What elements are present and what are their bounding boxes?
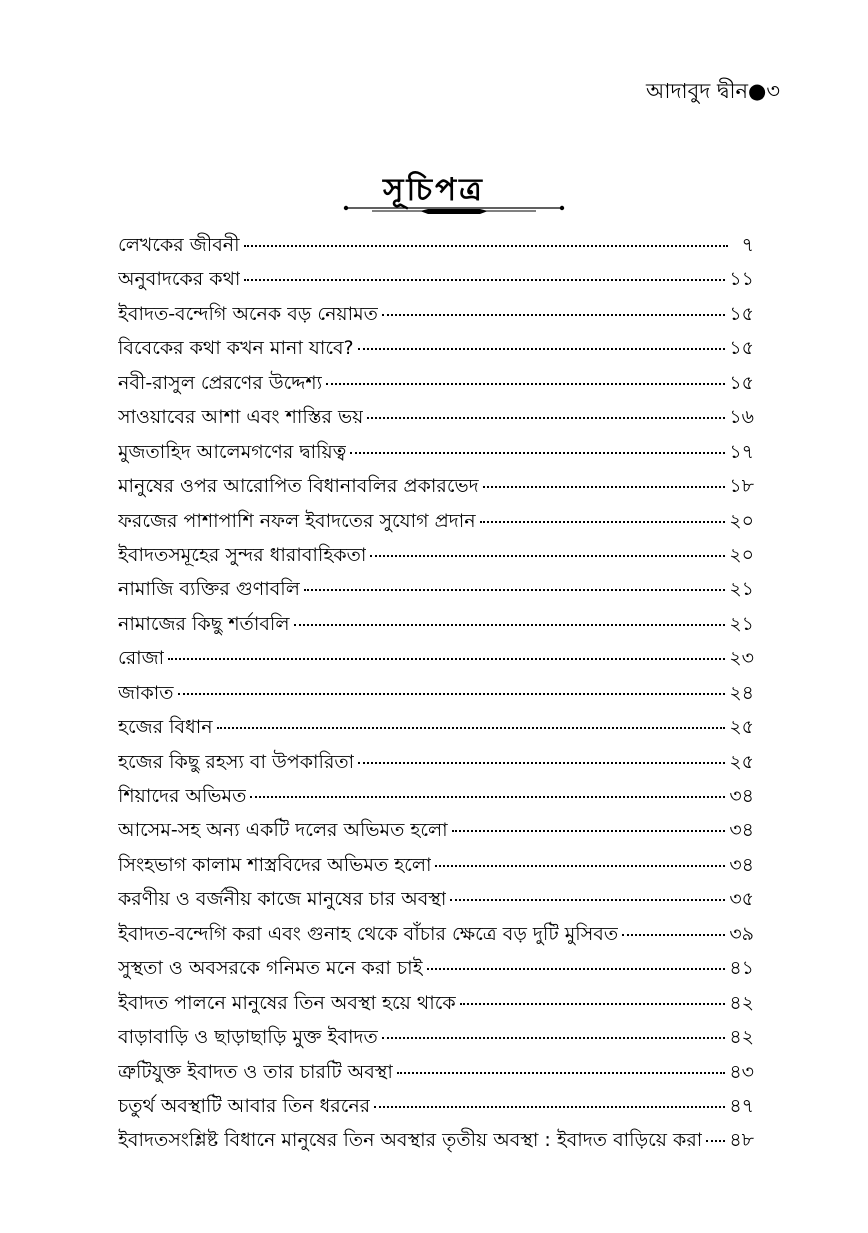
toc-entry-page: ৪১	[729, 957, 754, 980]
toc-entry	[118, 538, 754, 572]
toc-entry-title: হজের বিধান	[118, 716, 213, 739]
toc-leader-dots	[374, 1104, 725, 1108]
toc-entry	[118, 572, 754, 606]
toc-entry-page: ৭	[741, 234, 754, 256]
toc-entry-page: ৪২	[729, 991, 754, 1014]
toc-entry	[118, 297, 754, 331]
toc-entry-title: অনুবাদকের কথা	[118, 268, 241, 291]
toc-entry-title: হজের কিছু রহস্য বা উপকারিতা	[118, 750, 355, 773]
toc-entry	[118, 1123, 754, 1157]
toc-entry	[118, 1055, 754, 1089]
toc-leader-dots	[450, 897, 725, 901]
toc-entry	[118, 676, 754, 710]
toc-entry-title: রোজা	[118, 647, 165, 670]
toc-entry-page: ৪৮	[729, 1129, 754, 1152]
toc-entry-page: ১১	[729, 268, 754, 291]
toc-leader-dots	[250, 794, 725, 798]
toc-leader-dots	[460, 1001, 726, 1005]
toc-entry	[118, 607, 754, 641]
toc-leader-dots	[435, 863, 725, 867]
toc-entry	[118, 848, 754, 882]
toc-entry-page: ৩৪	[729, 853, 754, 876]
toc-entry	[118, 504, 754, 538]
toc-leader-dots	[217, 725, 726, 729]
toc-entry	[118, 1020, 754, 1054]
toc-entry-title: শিয়াদের অভিমত	[118, 785, 247, 807]
toc-leader-dots	[452, 828, 726, 832]
toc-leader-dots	[382, 1035, 726, 1039]
toc-entry-title: মুজতাহিদ আলেমগণের দ্বায়িত্ব	[118, 440, 347, 463]
toc-entry-title: বিবেকের কথা কখন মানা যাবে?	[118, 337, 354, 360]
toc-leader-dots	[358, 760, 725, 764]
toc-entry-title: নামাজের কিছু শর্তাবলি	[118, 612, 290, 635]
toc-entry-page: ২১	[729, 578, 754, 601]
toc-entry-page: ৩৪	[729, 785, 754, 807]
toc-entry-title: মানুষের ওপর আরোপিত বিধানাবলির প্রকারভেদ	[118, 475, 479, 498]
toc-entry-title: চতুর্থ অবস্থাটি আবার তিন ধরনের	[118, 1094, 371, 1117]
toc-entry-page: ৪২	[729, 1026, 754, 1049]
toc-entry-title: আসেম-সহ অন্য একটি দলের অভিমত হলো	[118, 819, 448, 842]
toc-leader-dots	[178, 691, 726, 695]
toc-leader-dots	[397, 1070, 725, 1074]
toc-entry	[118, 469, 754, 503]
toc-leader-dots	[480, 519, 726, 523]
toc-entry-title: সাওয়াবের আশা এবং শাস্তির ভয়	[118, 406, 364, 429]
toc-leader-dots	[483, 484, 726, 488]
toc-leader-dots	[244, 243, 728, 247]
toc-entry-page: ২০	[729, 509, 754, 532]
toc-entry-title: জাকাত	[118, 681, 174, 704]
toc-entry-page: ৩৪	[729, 819, 754, 842]
toc-leader-dots	[427, 966, 726, 970]
toc-leader-dots	[622, 932, 725, 936]
toc-leader-dots	[244, 277, 725, 281]
contents-heading: সূচিপত্র	[383, 172, 485, 208]
toc-entry-page: ১৬	[729, 406, 754, 429]
toc-entry-page: ৪৭	[729, 1094, 754, 1117]
toc-leader-dots	[706, 1138, 725, 1142]
toc-entry	[118, 882, 754, 916]
toc-leader-dots	[367, 415, 725, 419]
toc-entry-title: ইবাদতসংশ্লিষ্ট বিধানে মানুষের তিন অবস্থার তৃতীয় অবস্থা : ইবাদত বাড়িয়ে করা	[118, 1129, 703, 1152]
toc-entry-page: ৪৩	[729, 1060, 754, 1083]
toc-leader-dots	[168, 656, 725, 660]
toc-entry-page: ১৮	[729, 475, 754, 498]
toc-entry	[118, 331, 754, 365]
toc-entry	[118, 641, 754, 675]
toc-leader-dots	[350, 450, 725, 454]
toc-leader-dots	[358, 346, 726, 350]
toc-entry-title: করণীয় ও বর্জনীয় কাজে মানুষের চার অবস্থা	[118, 888, 447, 911]
toc-entry-page: ২৫	[729, 750, 754, 773]
toc-entry	[118, 366, 754, 400]
toc-entry-page: ২১	[729, 612, 754, 635]
toc-entry-page: ৩৯	[729, 922, 754, 945]
toc-entry	[118, 745, 754, 779]
toc-leader-dots	[294, 622, 726, 626]
toc-entry-title: নবী-রাসুল প্রেরণের উদ্দেশ্য	[118, 371, 323, 394]
toc-entry-page: ২৩	[729, 647, 754, 670]
toc-entry-title: ইবাদত-বন্দেগি অনেক বড় নেয়ামত	[118, 302, 378, 325]
toc-entry	[118, 228, 754, 262]
toc-entry-title: লেখকের জীবনী	[118, 234, 240, 256]
toc-entry-title: ইবাদত-বন্দেগি করা এবং গুনাহ থেকে বাঁচার ক্ষেত্রে বড় দুটি মুসিবত	[118, 922, 619, 945]
toc-entry	[118, 262, 754, 296]
toc-entry-title: সিংহভাগ কালাম শাস্ত্রবিদের অভিমত হলো	[118, 853, 432, 876]
toc-entry-page: ২৪	[729, 681, 754, 704]
toc-entry-title: সুস্থতা ও অবসরকে গনিমত মনে করা চাই	[118, 957, 423, 980]
toc-entry	[118, 813, 754, 847]
toc-leader-dots	[304, 587, 725, 591]
toc-entry-page: ২৫	[729, 716, 754, 739]
running-head: আদাবুদ দ্বীন●৩	[645, 79, 780, 103]
toc-entry-title: নামাজি ব্যক্তির গুণাবলি	[118, 578, 300, 601]
toc-entry-page: ১৫	[729, 337, 754, 360]
toc-leader-dots	[370, 553, 725, 557]
toc-entry-page: ২০	[729, 543, 754, 566]
toc-entry	[118, 435, 754, 469]
toc-entry-title: ত্রুটিযুক্ত ইবাদত ও তার চারটি অবস্থা	[118, 1060, 393, 1083]
toc-leader-dots	[326, 381, 725, 385]
toc-entry-title: বাড়াবাড়ি ও ছাড়াছাড়ি মুক্ত ইবাদত	[118, 1026, 378, 1049]
heading-ornament	[342, 203, 566, 217]
toc-entry	[118, 986, 754, 1020]
toc-leader-dots	[382, 312, 725, 316]
toc-entry-page: ৩৫	[729, 888, 754, 911]
toc-entry	[118, 1089, 754, 1123]
toc-entry	[118, 779, 754, 813]
toc-entry-title: ইবাদত পালনে মানুষের তিন অবস্থা হয়ে থাকে	[118, 991, 456, 1014]
toc-entry-page: ১৫	[729, 302, 754, 325]
toc-entry	[118, 710, 754, 744]
table-of-contents	[118, 228, 754, 1158]
toc-entry	[118, 400, 754, 434]
toc-entry-page: ১৭	[729, 440, 754, 463]
toc-entry	[118, 951, 754, 985]
toc-entry	[118, 917, 754, 951]
toc-entry-title: ফরজের পাশাপাশি নফল ইবাদতের সুযোগ প্রদান	[118, 509, 476, 532]
toc-entry-page: ১৫	[729, 371, 754, 394]
toc-entry-title: ইবাদতসমূহের সুন্দর ধারাবাহিকতা	[118, 543, 367, 566]
